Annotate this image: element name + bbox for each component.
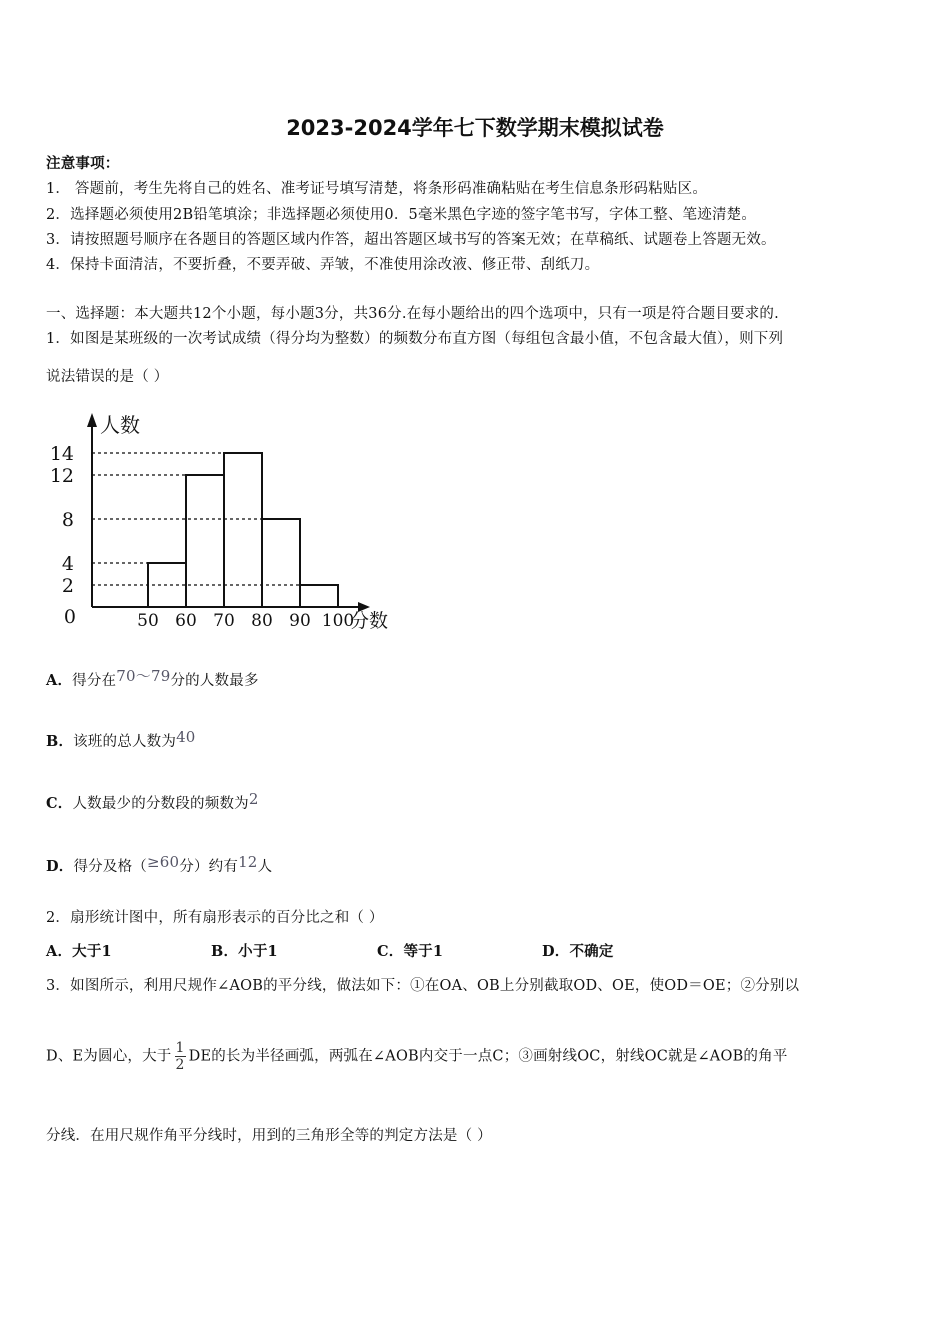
y-axis-label: 人数 (100, 413, 140, 437)
fraction-numerator: 1 (175, 1040, 185, 1056)
origin-label: 0 (63, 606, 76, 628)
question-3-stem: 3．如图所示，利用尺规作∠AOB的平分线，做法如下：①在OA、OB上分别截取OD、OE，使OD＝OE；②分别以 (46, 978, 800, 994)
y-tick-label-14: 14 (49, 443, 74, 465)
option-math: 70～79 (116, 667, 171, 685)
fraction-one-half (175, 1040, 186, 1073)
option-text: 该班的总人数为 (73, 734, 177, 750)
question-3-stem-end: 分线．在用尺规作角平分线时，用到的三角形全等的判定方法是（ ） (46, 1128, 492, 1144)
question-3-stem-cont (46, 1040, 788, 1073)
y-tick-label-4: 4 (61, 553, 74, 575)
question-3-text: DE的长为半径画弧，两弧在∠AOB内交于一点C；③画射线OC，射线OC就是∠AOB的角平 (188, 1048, 788, 1065)
x-tick-label-70: 70 (213, 611, 235, 631)
option-text: 得分及格（ (73, 859, 147, 875)
question-1-option-b[interactable] (46, 728, 196, 751)
notice-item: 1． 答题前，考生先将自己的姓名、准考证号填写清楚，将条形码准确粘贴在考生信息条形码粘贴区。 (46, 181, 708, 197)
page-title: 2023-2024学年七下数学期末模拟试卷 (286, 116, 664, 140)
question-2-option-b[interactable]: B．小于1 (211, 943, 278, 960)
option-text: 得分在 (72, 673, 117, 689)
question-1-option-a[interactable] (46, 665, 259, 690)
option-label: C． (46, 795, 73, 812)
section-heading: 一、选择题：本大题共12个小题，每小题3分，共36分.在每小题给出的四个选项中，只有一项是符合题目要求的. (46, 306, 779, 322)
option-text: 人数最少的分数段的频数为 (72, 796, 249, 812)
option-label: B． (46, 733, 74, 750)
option-label: A． (46, 672, 73, 689)
x-tick-label-90: 90 (289, 611, 311, 631)
option-text: 人 (257, 859, 273, 875)
question-2-option-d[interactable]: D．不确定 (542, 943, 614, 960)
notice-item: 4．保持卡面清洁，不要折叠，不要弄破、弄皱，不准使用涂改液、修正带、刮纸刀。 (46, 257, 600, 273)
x-tick-label-60: 60 (175, 611, 197, 631)
question-1-stem: 1．如图是某班级的一次考试成绩（得分均为整数）的频数分布直方图（每组包含最小值，不包含最大值），则下列 (46, 331, 784, 347)
y-tick-label-12: 12 (49, 465, 74, 487)
fraction-denominator: 2 (175, 1057, 185, 1073)
y-tick-label-2: 2 (61, 575, 74, 597)
x-tick-label-50: 50 (137, 611, 159, 631)
y-axis-arrow (87, 413, 97, 427)
question-1-stem-cont: 说法错误的是（ ） (46, 369, 169, 385)
y-tick-label-8: 8 (61, 509, 74, 531)
option-text: 分）约有 (179, 859, 239, 875)
x-tick-label-80: 80 (251, 611, 273, 631)
option-math: 2 (248, 790, 259, 808)
question-3-text: D、E为圆心，大于 (46, 1048, 172, 1065)
option-text: 分的人数最多 (170, 673, 259, 689)
bar-60-70 (186, 475, 224, 607)
question-1-option-d[interactable] (46, 853, 272, 876)
x-tick-label-100: 100 (321, 611, 355, 631)
question-2-option-c[interactable]: C．等于1 (377, 943, 444, 960)
option-math: ≥60 (146, 853, 180, 871)
notice-heading: 注意事项： (46, 155, 120, 172)
notice-item: 3．请按照题号顺序在各题目的答题区域内作答，超出答题区域书写的答案无效；在草稿纸、试题卷上答题无效。 (46, 232, 776, 248)
bar-90-100 (300, 585, 338, 607)
option-label: D． (46, 858, 74, 875)
question-2-option-a[interactable]: A．大于1 (46, 943, 112, 960)
bar-70-80 (224, 453, 262, 607)
question-2-stem: 2．扇形统计图中，所有扇形表示的百分比之和（ ） (46, 910, 384, 926)
option-math: 12 (238, 853, 258, 871)
bar-80-90 (262, 519, 300, 607)
x-axis-label: 分数 (350, 610, 389, 632)
notice-item: 2．选择题必须使用2B铅笔填涂；非选择题必须使用0．5毫米黑色字迹的签字笔书写，字体工整、笔迹清楚。 (46, 207, 757, 223)
question-1-option-c[interactable] (46, 790, 259, 813)
frequency-histogram (40, 405, 420, 640)
option-math: 40 (176, 728, 196, 746)
